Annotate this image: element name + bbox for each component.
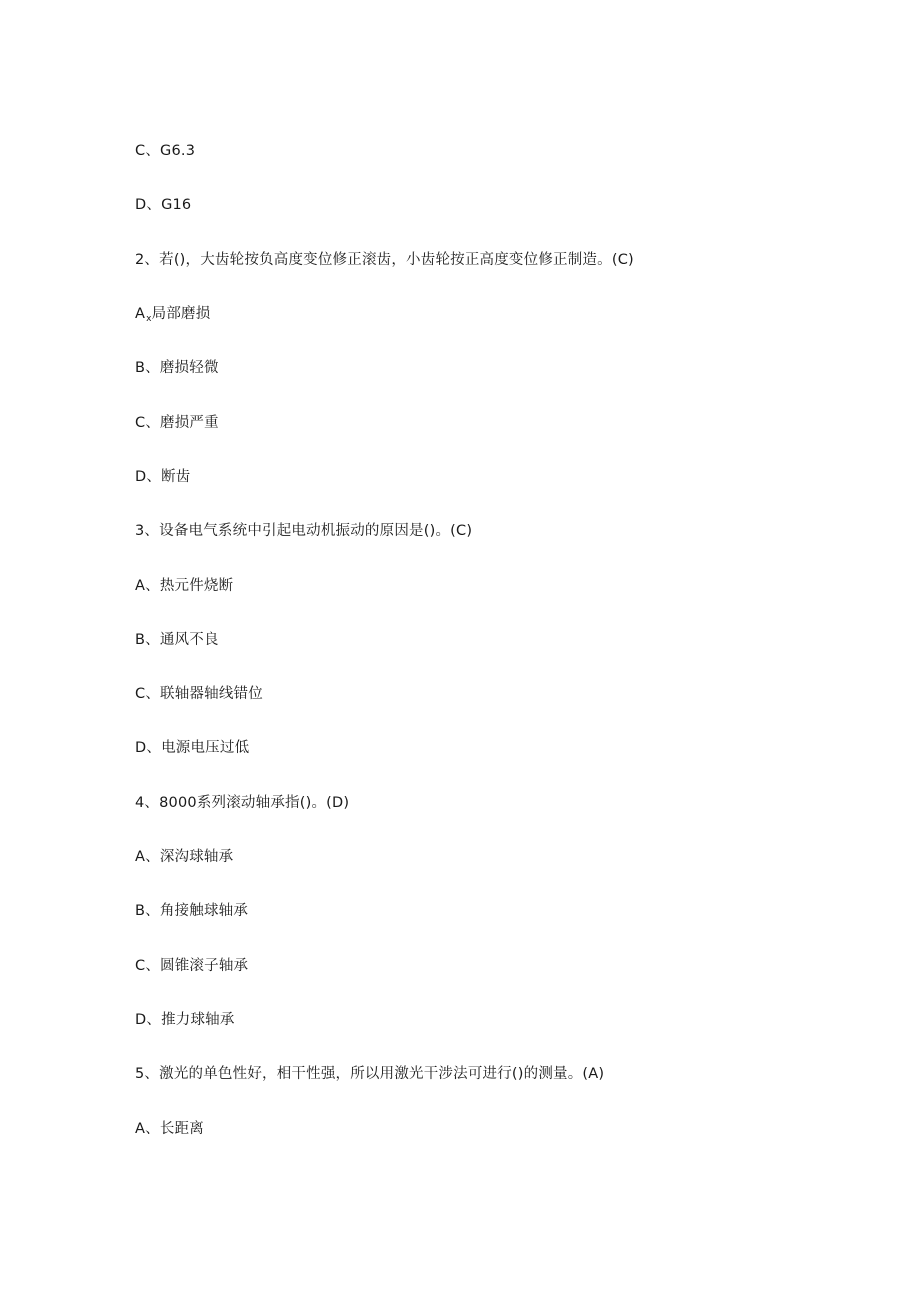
option-b-q3: B、通风不良 (135, 632, 219, 648)
option-a-q2 (135, 304, 210, 326)
option-c-q2: C、磨损严重 (135, 415, 219, 431)
option-d-q3: D、电源电压过低 (135, 740, 250, 756)
option-d-q2: D、断齿 (135, 469, 191, 485)
question-4: 4、8000系列滚动轴承指()。(D) (135, 795, 350, 811)
option-a-q5: A、长距离 (135, 1121, 204, 1137)
question-2: 2、若()，大齿轮按负高度变位修正滚齿，小齿轮按正高度变位修正制造。(C) (135, 252, 634, 268)
option-c-q3: C、联轴器轴线错位 (135, 686, 263, 702)
option-a-q3: A、热元件烧断 (135, 578, 234, 594)
question-3: 3、设备电气系统中引起电动机振动的原因是()。(C) (135, 523, 473, 539)
option-d-q1: D、G16 (135, 197, 192, 213)
option-a-text: 局部磨损 (151, 306, 211, 322)
option-b-q4: B、角接触球轴承 (135, 903, 249, 919)
question-5: 5、激光的单色性好，相干性强，所以用激光干涉法可进行()的测量。(A) (135, 1066, 605, 1082)
option-a-prefix: A (135, 306, 146, 322)
option-c-q1: C、G6.3 (135, 143, 196, 159)
option-a-subscript: x (146, 314, 152, 324)
option-b-q2: B、磨损轻微 (135, 360, 219, 376)
option-c-q4: C、圆锥滚子轴承 (135, 958, 249, 974)
option-d-q4: D、推力球轴承 (135, 1012, 235, 1028)
option-a-q4: A、深沟球轴承 (135, 849, 234, 865)
